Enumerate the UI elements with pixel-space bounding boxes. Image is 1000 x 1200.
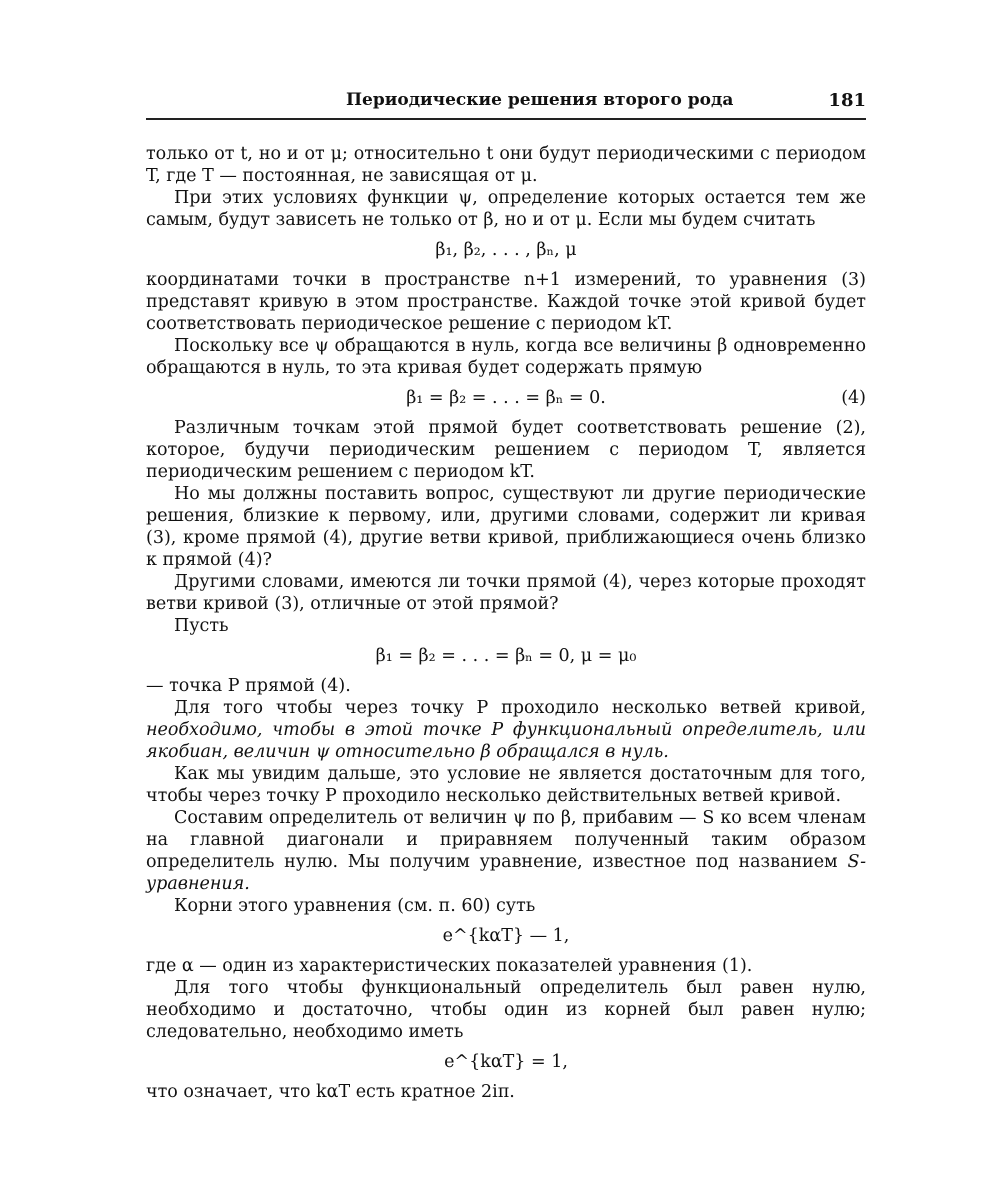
equation: e^{kαT} — 1, [442, 926, 570, 946]
paragraph: что означает, что kαT есть кратное 2iπ. [146, 1082, 515, 1102]
equation: e^{kαT} = 1, [444, 1052, 568, 1072]
equation: β₁ = β₂ = . . . = βₙ = 0, μ = μ₀ [375, 646, 637, 666]
paragraph: Как мы увидим дальше, это условие не является достаточным для того, чтобы через точку P проходило несколько действительных ветвей кривой. [146, 764, 866, 806]
paragraph: только от t, но и от μ; относительно t они будут периодическими с периодом T, где T — постоянная, не зависящая от μ. [146, 144, 866, 186]
equation-4 [146, 387, 866, 409]
page-number: 181 [828, 90, 866, 111]
equation: β₁, β₂, . . . , βₙ, μ [435, 240, 577, 260]
paragraph: Поскольку все ψ обращаются в нуль, когда все величины β одновременно обращаются в нуль, то эта кривая будет содержать прямую [146, 336, 866, 378]
paragraph: Корни этого уравнения (см. п. 60) суть [174, 896, 536, 916]
running-header [146, 90, 866, 120]
text-run: Для того чтобы через точку P проходило несколько ветвей кривой, [174, 698, 866, 718]
paragraph: Но мы должны поставить вопрос, существуют ли другие периодические решения, близкие к первому, или, другими словами, содержит ли кривая (3), кроме прямой (4), другие ветви кривой, приближающиеся очень близко к прямой (4)? [146, 484, 866, 570]
paragraph: Другими словами, имеются ли точки прямой (4), через которые проходят ветви кривой (3), отличные от этой прямой? [146, 572, 866, 614]
text-run: Составим определитель от величин ψ по β, прибавим — S ко всем членам на главной диагонали и приравняем полученный таким образом определитель нулю. Мы получим уравнение, известное под названием [146, 808, 866, 872]
paragraph: где α — один из характеристических показателей уравнения (1). [146, 956, 753, 976]
italic-text: S-уравнения. [146, 852, 866, 894]
paragraph [146, 697, 866, 763]
equation-body: β₁ = β₂ = . . . = βₙ = 0. [406, 388, 606, 408]
paragraph: — точка P прямой (4). [146, 676, 351, 696]
paragraph [146, 807, 866, 895]
paragraph: Для того чтобы функциональный определитель был равен нулю, необходимо и достаточно, чтобы один из корней был равен нулю; следовательно, необходимо иметь [146, 978, 866, 1042]
paragraph: При этих условиях функции ψ, определение которых остается тем же самым, будут зависеть не только от β, но и от μ. Если мы будем считать [146, 188, 866, 230]
equation-number: (4) [841, 388, 866, 408]
page-body [146, 143, 866, 1103]
italic-text: необходимо, чтобы в этой точке P функциональный определитель, или якобиан, величин ψ относительно β обращался в нуль. [146, 720, 866, 762]
paragraph: Различным точкам этой прямой будет соответствовать решение (2), которое, будучи периодическим решением с периодом T, является периодическим решением с периодом kT. [146, 418, 866, 482]
paragraph: Пусть [174, 616, 229, 636]
paragraph: координатами точки в пространстве n+1 измерений, то уравнения (3) представят кривую в этом пространстве. Каждой точке этой кривой будет соответствовать периодическое решение с периодом kT. [146, 270, 866, 334]
running-title: Периодические решения второго рода [346, 90, 734, 110]
